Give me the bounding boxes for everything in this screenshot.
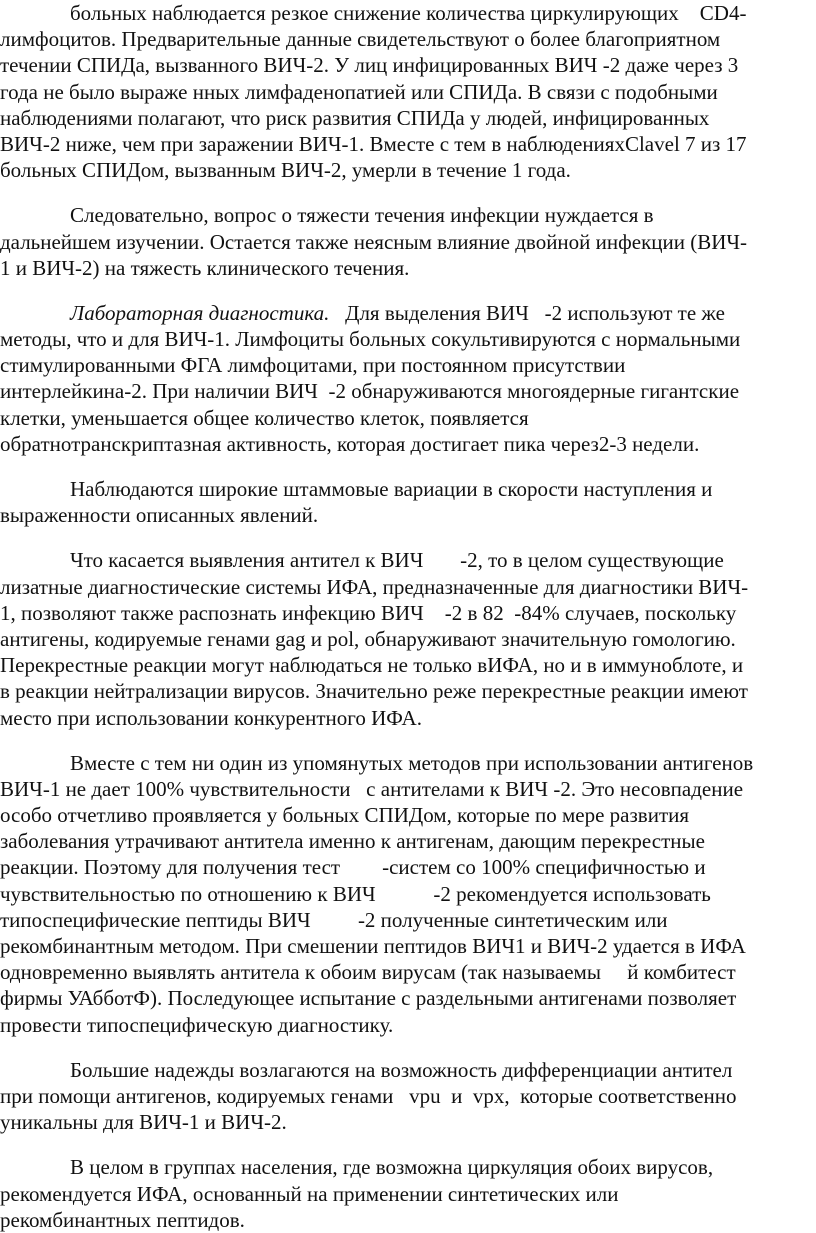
text-line: больных наблюдается резкое снижение количества циркулирующих CD4- bbox=[70, 1, 747, 25]
text-line: Что касается выявления антител к ВИЧ -2, то в целом существующие bbox=[70, 548, 724, 573]
text-line: место при использовании конкурентного ИФА. bbox=[0, 705, 422, 730]
section-heading-run-in: Лабораторная диагностика. bbox=[70, 300, 330, 325]
paragraph bbox=[0, 750, 816, 1038]
text-line: Большие надежды возлагаются на возможность дифференциации антител bbox=[70, 1057, 733, 1082]
text-line: Вместе с тем ни один из упомянутых методов при использовании антигенов bbox=[70, 750, 754, 775]
text-line bbox=[0, 300, 816, 326]
text-line: В целом в группах населения, где возможна циркуляция обоих вирусов, bbox=[70, 1155, 714, 1180]
text-line: больных СПИДом, вызванным ВИЧ-2, умерли в течение 1 года. bbox=[0, 158, 571, 183]
text-line: интерлейкина-2. При наличии ВИЧ -2 обнаруживаются многоядерные гигантские bbox=[0, 379, 740, 404]
text-line: лизатные диагностические системы ИФА, предназначенные для диагностики ВИЧ- bbox=[0, 574, 749, 599]
paragraph bbox=[0, 1057, 816, 1136]
text-line: 1, позволяют также распознать инфекцию ВИЧ -2 в 82 -84% случаев, поскольку bbox=[0, 600, 737, 625]
text-line: дальнейшем изучении. Остается также неясным влияние двойной инфекции (ВИЧ- bbox=[0, 229, 748, 254]
text-line: выраженности описанных явлений. bbox=[0, 503, 319, 528]
paragraph bbox=[0, 0, 816, 183]
paragraph bbox=[0, 300, 816, 457]
text-line: рекомбинантным методом. При смешении пептидов ВИЧ1 и ВИЧ-2 удается в ИФА bbox=[0, 934, 746, 958]
text-line: стимулированными ФГА лимфоцитами, при постоянном присутствии bbox=[0, 353, 626, 378]
text-line: чувствительностью по отношению к ВИЧ -2 рекомендуется использовать bbox=[0, 881, 711, 906]
text-line: Перекрестные реакции могут наблюдаться не только вИФА, но и в иммуноблоте, и bbox=[0, 653, 744, 678]
text-line: антигены, кодируемые генами gag и pol, обнаруживают значительную гомологию. bbox=[0, 626, 736, 651]
paragraph bbox=[0, 547, 816, 730]
text-line: клетки, уменьшается общее количество клеток, появляется bbox=[0, 405, 529, 430]
text-line: методы, что и для ВИЧ-1. Лимфоциты больных сокультивируются с нормальными bbox=[0, 327, 741, 352]
text-line: провести типоспецифическую диагностику. bbox=[0, 1012, 394, 1037]
text-line: 1 и ВИЧ-2) на тяжесть клинического течения. bbox=[0, 255, 410, 280]
paragraph bbox=[0, 1154, 816, 1233]
text-line: рекомендуется ИФА, основанный на применении синтетических или bbox=[0, 1181, 619, 1206]
text-line: года не было выраже нных лимфаденопатией или СПИДа. В связи с подобными bbox=[0, 79, 718, 104]
text-line: реакции. Поэтому для получения тест -систем со 100% специфичностью и bbox=[0, 855, 706, 880]
text-line: при помощи антигенов, кодируемых генами vpu и vpx, которые соответственно bbox=[0, 1083, 737, 1108]
text-line: наблюдениями полагают, что риск развития СПИДа у людей, инфицированных bbox=[0, 105, 710, 130]
text-line: Наблюдаются широкие штаммовые вариации в скорости наступления и bbox=[70, 477, 713, 501]
text-line: обратнотранскриптазная активность, которая достигает пика через2-3 недели. bbox=[0, 431, 700, 456]
text-line: в реакции нейтрализации вирусов. Значительно реже перекрестные реакции имеют bbox=[0, 679, 748, 704]
text-line: уникальны для ВИЧ-1 и ВИЧ-2. bbox=[0, 1110, 287, 1135]
text-line: типоспецифические пептиды ВИЧ -2 полученные синтетическим или bbox=[0, 907, 668, 932]
text-line: фирмы УАбботФ). Последующее испытание с раздельными антигенами позволяет bbox=[0, 986, 737, 1011]
text-line: лимфоцитов. Предварительные данные свидетельствуют о более благоприятном bbox=[0, 27, 721, 52]
text-line: ВИЧ-2 ниже, чем при заражении ВИЧ-1. Вместе с тем в наблюденияхClavel 7 из 17 bbox=[0, 131, 747, 156]
text-line: течении СПИДа, вызванного ВИЧ-2. У лиц инфицированных ВИЧ -2 даже через 3 bbox=[0, 53, 739, 78]
text-line: ВИЧ-1 не дает 100% чувствительности с антителами к ВИЧ -2. Это несовпадение bbox=[0, 776, 744, 801]
text-line-rest: Для выделения ВИЧ -2 используют те же bbox=[329, 300, 725, 325]
text-line: особо отчетливо проявляется у больных СПИДом, которые по мере развития bbox=[0, 803, 690, 828]
text-line: заболевания утрачивают антитела именно к антигенам, дающим перекрестные bbox=[0, 829, 705, 854]
paragraph bbox=[0, 476, 816, 528]
text-line: Следовательно, вопрос о тяжести течения инфекции нуждается в bbox=[70, 203, 654, 228]
text-line: одновременно выявлять антитела к обоим вирусам (так называемы й комбитест bbox=[0, 960, 736, 985]
paragraph bbox=[0, 202, 816, 281]
text-line: рекомбинантных пептидов. bbox=[0, 1207, 245, 1232]
